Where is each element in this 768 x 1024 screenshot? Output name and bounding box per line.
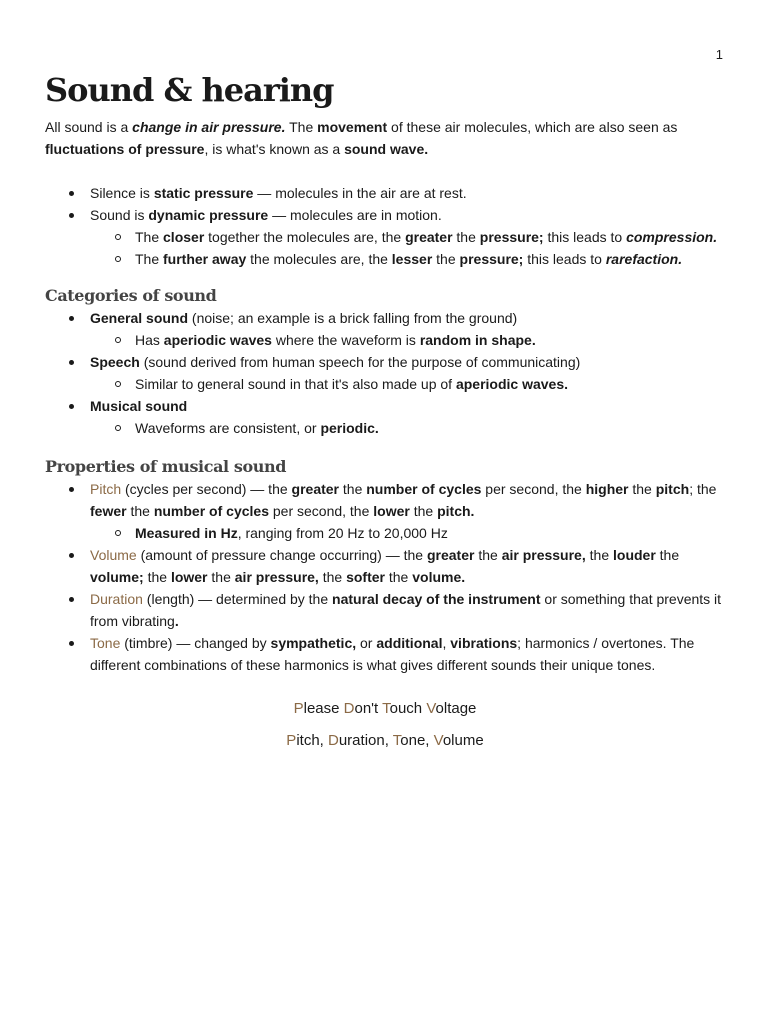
item-bold: pitch bbox=[655, 481, 690, 497]
intro-paragraph bbox=[45, 116, 725, 160]
item-text: , ranging from 20 Hz to 20,000 Hz bbox=[237, 525, 448, 541]
item-text: ; the bbox=[689, 481, 717, 497]
item-bold: vibrations bbox=[450, 635, 518, 651]
item-bold: static pressure bbox=[153, 185, 254, 201]
item-text: The bbox=[135, 229, 164, 245]
item-bold: additional bbox=[376, 635, 443, 651]
item-bold: . bbox=[174, 613, 179, 629]
intro-text: All sound is a bbox=[45, 119, 133, 135]
item-bold: volume. bbox=[412, 569, 466, 585]
sublist-general bbox=[90, 329, 725, 351]
section-heading-properties: Properties of musical sound bbox=[45, 457, 287, 476]
mnemonic-word: ouch bbox=[389, 700, 427, 717]
item-bold: greater bbox=[291, 481, 339, 497]
item-emphasis: compression. bbox=[626, 229, 718, 245]
intro-text: of these air molecules, which are also seen as bbox=[387, 119, 678, 135]
property-label: Duration bbox=[90, 591, 143, 607]
list-item-duration bbox=[45, 588, 725, 632]
item-text: or bbox=[356, 635, 377, 651]
item-bold: pitch. bbox=[437, 503, 475, 519]
item-text: (noise; an example is a brick falling from the ground) bbox=[188, 310, 518, 326]
item-bold: softer bbox=[346, 569, 385, 585]
item-text: the bbox=[585, 547, 613, 563]
intro-bold: sound wave. bbox=[344, 141, 429, 157]
item-bold: number of cycles bbox=[366, 481, 482, 497]
intro-bold: movement bbox=[317, 119, 388, 135]
sublist-musical bbox=[90, 417, 725, 439]
item-text: the bbox=[628, 481, 656, 497]
item-bold: lesser bbox=[391, 251, 433, 267]
mnemonic-line-1 bbox=[45, 698, 725, 720]
item-text: Sound is bbox=[90, 207, 149, 223]
item-label: Speech bbox=[90, 354, 140, 370]
item-text: the bbox=[126, 503, 154, 519]
mnemonic-word: one, bbox=[400, 732, 434, 749]
mnemonic-word: itch, bbox=[296, 732, 328, 749]
sublist-item bbox=[90, 373, 725, 395]
item-text: the bbox=[143, 569, 171, 585]
item-text: the molecules are, the bbox=[246, 251, 392, 267]
item-text: Similar to general sound in that it's also made up of bbox=[135, 376, 456, 392]
property-label: Volume bbox=[90, 547, 137, 563]
mnemonic-initial: V bbox=[433, 732, 443, 749]
item-label: General sound bbox=[90, 310, 189, 326]
item-emphasis: rarefaction. bbox=[605, 251, 683, 267]
item-label: Musical sound bbox=[90, 398, 188, 414]
item-text: Waveforms are consistent, or bbox=[135, 420, 321, 436]
list-item-speech bbox=[45, 351, 725, 395]
item-text: together the molecules are, the bbox=[204, 229, 406, 245]
intro-text: , is what's known as a bbox=[204, 141, 345, 157]
mnemonic-initial: D bbox=[328, 732, 339, 749]
item-bold: pressure; bbox=[459, 251, 524, 267]
item-bold: number of cycles bbox=[153, 503, 269, 519]
sublist-item bbox=[90, 329, 725, 351]
categories-list bbox=[45, 307, 725, 439]
item-bold: random in shape. bbox=[419, 332, 536, 348]
intro-bold: fluctuations of pressure bbox=[45, 141, 205, 157]
item-text: or something that prevents it from vibrating bbox=[90, 591, 722, 629]
item-bold: higher bbox=[585, 481, 629, 497]
item-bold: aperiodic waves bbox=[163, 332, 272, 348]
item-text: the bbox=[409, 503, 438, 519]
list-item-musical-sound bbox=[45, 395, 725, 439]
page-number: 1 bbox=[715, 47, 723, 62]
sublist-item-compression bbox=[90, 226, 725, 248]
list-item-tone bbox=[45, 632, 725, 676]
item-bold: lower bbox=[170, 569, 208, 585]
mnemonic-initial: T bbox=[392, 732, 401, 749]
item-text: the bbox=[432, 251, 460, 267]
item-bold: volume; bbox=[90, 569, 144, 585]
item-text: (sound derived from human speech for the purpose of communicating) bbox=[139, 354, 581, 370]
mnemonic-initial: D bbox=[343, 700, 355, 717]
item-text: the bbox=[474, 547, 502, 563]
mnemonic-word: oltage bbox=[435, 700, 477, 717]
item-text: the bbox=[384, 569, 413, 585]
item-text: per second, the bbox=[481, 481, 586, 497]
mnemonic-word: lease bbox=[303, 700, 344, 717]
item-text: per second, the bbox=[268, 503, 374, 519]
item-text: The bbox=[135, 251, 164, 267]
sublist-speech bbox=[90, 373, 725, 395]
item-text: , bbox=[442, 635, 451, 651]
item-text: — molecules in the air are at rest. bbox=[253, 185, 467, 201]
property-label: Tone bbox=[90, 635, 121, 651]
item-text: (cycles per second) — the bbox=[121, 481, 292, 497]
sublist-item bbox=[90, 417, 725, 439]
item-text: the bbox=[339, 481, 367, 497]
properties-list bbox=[45, 478, 725, 676]
document-body bbox=[45, 68, 725, 752]
item-text: ; harmonics / overtones. The different combinations of these harmonics is what gives different sounds their unique tones. bbox=[90, 635, 695, 673]
item-text: (amount of pressure change occurring) — the bbox=[136, 547, 427, 563]
item-bold: closer bbox=[163, 229, 205, 245]
mnemonic-initial: V bbox=[426, 700, 436, 717]
intro-text: The bbox=[285, 119, 318, 135]
mnemonic-initial: P bbox=[293, 700, 304, 717]
item-text: Silence is bbox=[90, 185, 154, 201]
item-text: — molecules are in motion. bbox=[268, 207, 442, 223]
item-bold: louder bbox=[613, 547, 656, 563]
item-text: the bbox=[318, 569, 347, 585]
mnemonic-initial: T bbox=[382, 700, 390, 717]
mnemonic-initial: P bbox=[286, 732, 297, 749]
sublist-item-rarefaction bbox=[90, 248, 725, 270]
item-text: this leads to bbox=[543, 229, 627, 245]
item-bold: sympathetic, bbox=[270, 635, 357, 651]
item-bold: greater bbox=[405, 229, 453, 245]
sublist-item bbox=[90, 522, 725, 544]
item-bold: air pressure, bbox=[501, 547, 586, 563]
page-title: Sound & hearing bbox=[45, 71, 334, 109]
mnemonic-word: uration, bbox=[338, 732, 393, 749]
list-item-silence bbox=[45, 182, 725, 204]
list-item-sound bbox=[45, 204, 725, 270]
item-bold: dynamic pressure bbox=[148, 207, 269, 223]
item-text: this leads to bbox=[523, 251, 606, 267]
sublist-pitch bbox=[90, 522, 725, 544]
item-text: the bbox=[207, 569, 235, 585]
mnemonic-line-2 bbox=[45, 730, 725, 752]
item-bold: periodic. bbox=[320, 420, 379, 436]
item-bold: further away bbox=[163, 251, 247, 267]
item-bold: aperiodic waves. bbox=[455, 376, 569, 392]
pressure-list bbox=[45, 182, 725, 270]
item-bold: natural decay of the instrument bbox=[332, 591, 541, 607]
intro-emphasis: change in air pressure. bbox=[132, 119, 286, 135]
list-item-volume bbox=[45, 544, 725, 588]
item-bold: lower bbox=[373, 503, 410, 519]
item-bold: pressure; bbox=[479, 229, 544, 245]
item-text: (timbre) — changed by bbox=[120, 635, 271, 651]
item-text: the bbox=[655, 547, 680, 563]
item-bold: greater bbox=[426, 547, 475, 563]
item-text: Has bbox=[135, 332, 164, 348]
item-text: the bbox=[452, 229, 480, 245]
property-label: Pitch bbox=[90, 481, 122, 497]
list-item-pitch bbox=[45, 478, 725, 544]
mnemonic-word: olume bbox=[442, 732, 484, 749]
item-bold: air pressure, bbox=[234, 569, 319, 585]
item-text: (length) — determined by the bbox=[142, 591, 333, 607]
item-bold: fewer bbox=[90, 503, 127, 519]
sublist-dynamic bbox=[90, 226, 725, 270]
section-heading-categories: Categories of sound bbox=[45, 286, 217, 305]
item-bold: Measured in Hz bbox=[135, 525, 238, 541]
item-text: where the waveform is bbox=[271, 332, 420, 348]
mnemonic-word: on't bbox=[354, 700, 383, 717]
list-item-general-sound bbox=[45, 307, 725, 351]
